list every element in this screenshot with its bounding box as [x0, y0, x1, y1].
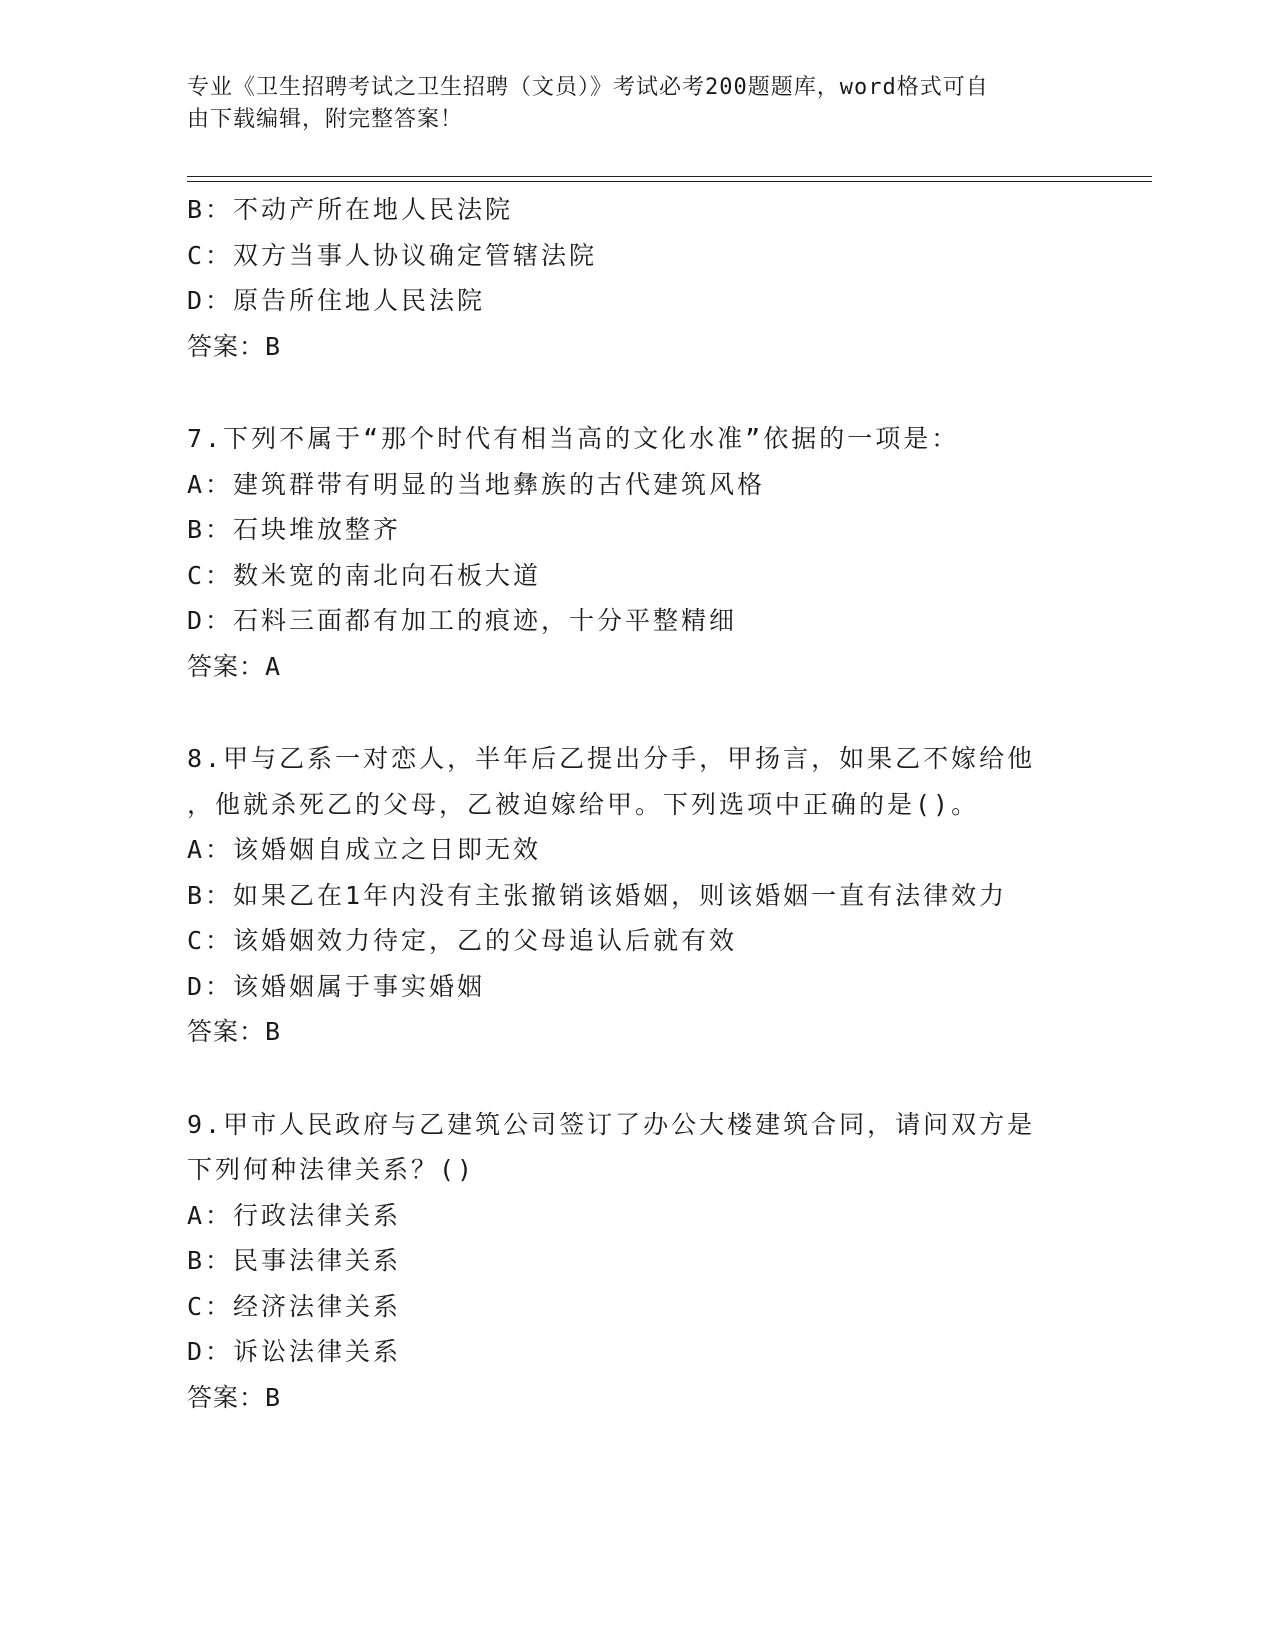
question-9	[187, 1102, 1067, 1421]
document-body	[187, 187, 1067, 1420]
option-b: B：不动产所在地人民法院	[187, 195, 514, 224]
question-text: ，他就杀死乙的父母，乙被迫嫁给甲。下列选项中正确的是()。	[187, 789, 980, 819]
option-c: C：双方当事人协议确定管辖法院	[187, 240, 598, 270]
header-rule-bottom	[187, 181, 1152, 182]
question-text: 下列何种法律关系？()	[187, 1155, 476, 1184]
option-d: D：原告所住地人民法院	[187, 286, 486, 315]
option-b: B：如果乙在1年内没有主张撤销该婚姻，则该婚姻一直有法律效力	[187, 880, 1008, 910]
question-text: 8.甲与乙系一对恋人，半年后乙提出分手，甲扬言，如果乙不嫁给他	[187, 744, 1036, 773]
option-b: B：石块堆放整齐	[187, 515, 402, 544]
option-c: C：经济法律关系	[187, 1291, 402, 1321]
answer-line: 答案：B	[187, 1382, 282, 1412]
option-a: A：建筑群带有明显的当地彝族的古代建筑风格	[187, 469, 766, 499]
header-line-1: 专业《卫生招聘考试之卫生招聘（文员）》考试必考200题题库，word格式可自	[187, 75, 989, 100]
option-a: A：行政法律关系	[187, 1200, 402, 1230]
option-b: B：民事法律关系	[187, 1246, 402, 1275]
question-8	[187, 736, 1067, 1055]
answer-line: 答案：A	[187, 651, 282, 681]
option-c: C：数米宽的南北向石板大道	[187, 560, 542, 590]
header-line-2: 由下载编辑，附完整答案！	[187, 107, 464, 132]
question-text: 9.甲市人民政府与乙建筑公司签订了办公大楼建筑合同，请问双方是	[187, 1109, 1036, 1139]
header-rule-top	[187, 176, 1152, 177]
document-header	[187, 72, 1067, 136]
answer-line: 答案：B	[187, 331, 282, 361]
option-c: C：该婚姻效力待定，乙的父母追认后就有效	[187, 926, 738, 955]
option-d: D：诉讼法律关系	[187, 1337, 402, 1366]
option-d: D：该婚姻属于事实婚姻	[187, 971, 486, 1001]
option-a: A：该婚姻自成立之日即无效	[187, 835, 542, 864]
question-7	[187, 416, 1067, 689]
question-text: 7.下列不属于“那个时代有相当高的文化水准”依据的一项是：	[187, 424, 960, 453]
question-6-partial	[187, 187, 1067, 369]
option-d: D：石料三面都有加工的痕迹，十分平整精细	[187, 606, 738, 635]
answer-line: 答案：B	[187, 1017, 282, 1046]
